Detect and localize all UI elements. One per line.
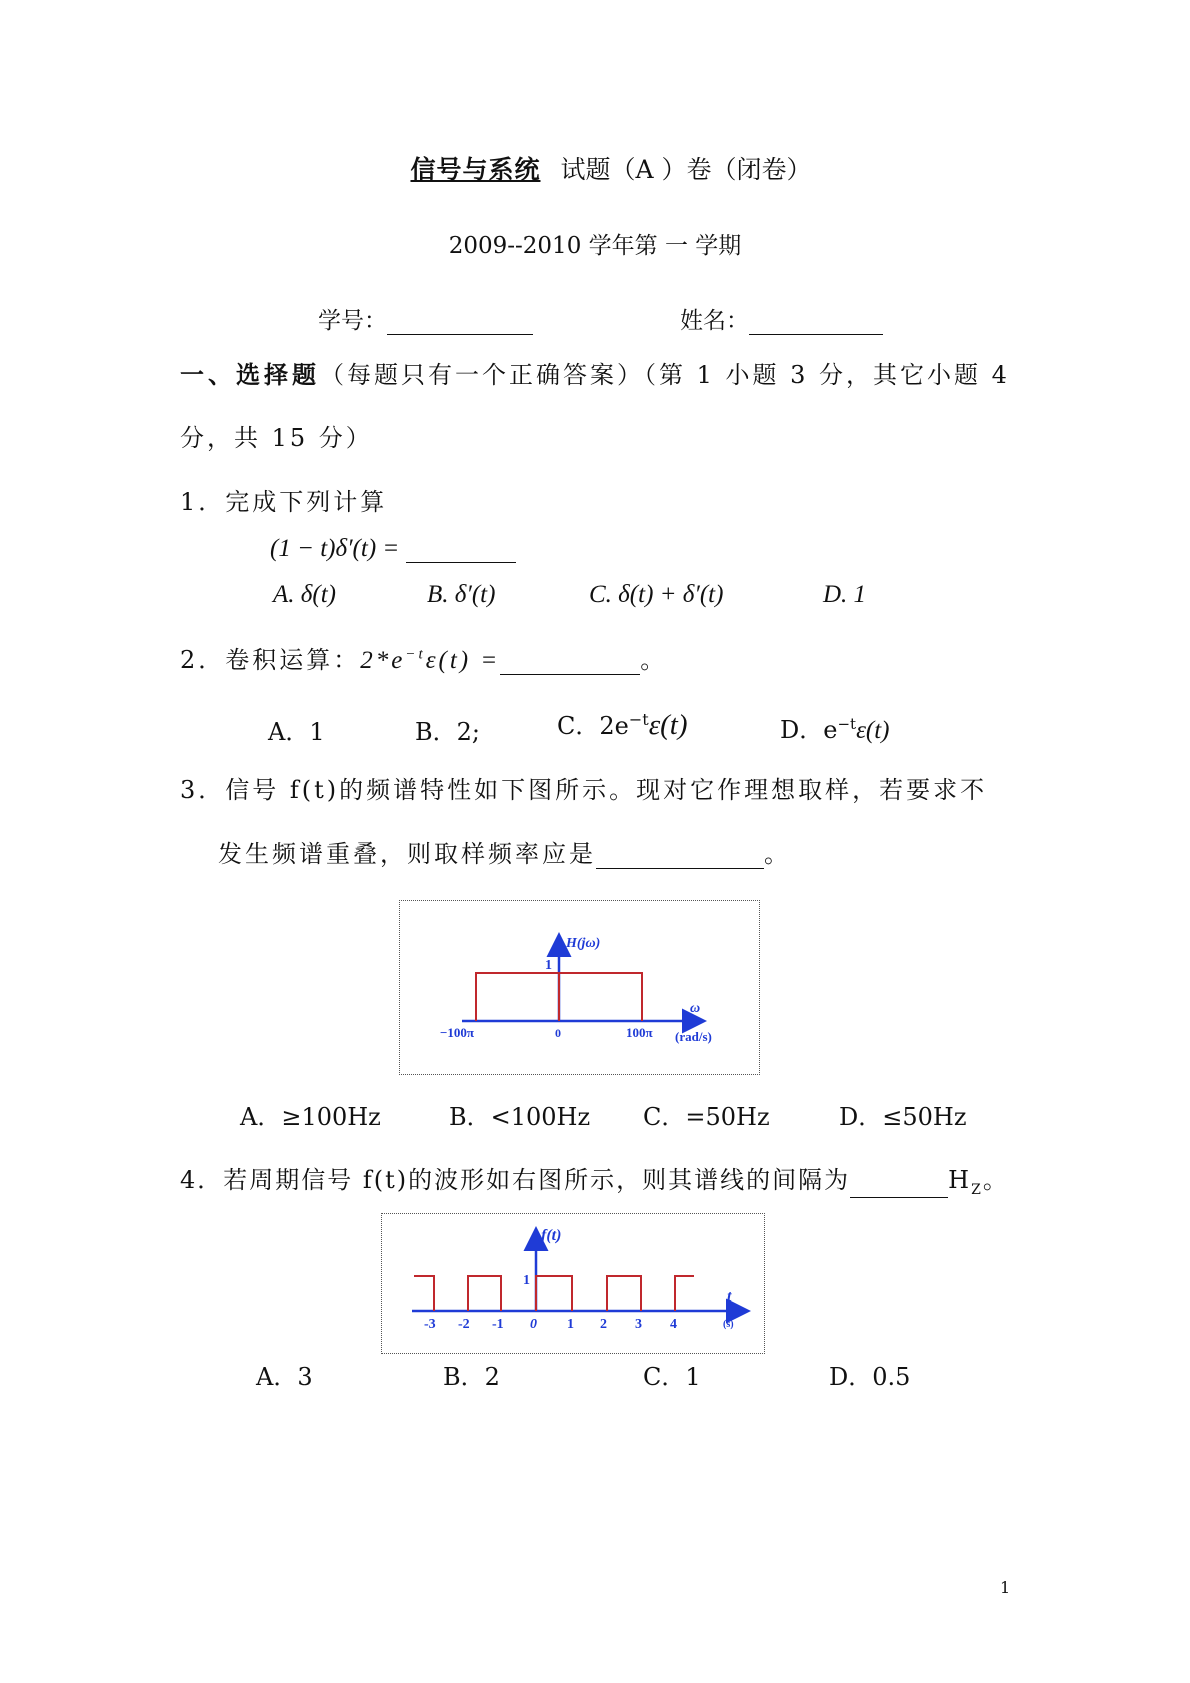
tick-0: 0	[530, 1317, 537, 1332]
y-label: f(t)	[541, 1227, 562, 1244]
tick-1: 1	[567, 1317, 574, 1332]
term: 2009--2010 学年第 一 学期	[448, 233, 742, 259]
t-symbol: t	[727, 1288, 732, 1305]
spectrum-figure	[399, 900, 760, 1075]
tick-3: 3	[635, 1317, 642, 1332]
tick--3: -3	[424, 1317, 436, 1332]
square-wave	[414, 1276, 694, 1311]
q1-option-c[interactable]: C. δ(t) + δ′(t)	[589, 581, 724, 608]
q1-option-b[interactable]: B. δ′(t)	[427, 581, 496, 608]
q3-line1: 3．信号 f(t)的频谱特性如下图所示。现对它作理想取样，若要求不	[180, 776, 988, 804]
section-heading	[180, 355, 1010, 390]
y-one-label: 1	[523, 1273, 530, 1288]
q3-option-d[interactable]: D．≤50Hz	[839, 1103, 967, 1131]
tick-zero: 0	[555, 1026, 561, 1040]
q3-answer-blank[interactable]	[596, 844, 764, 869]
q1-text: 1．完成下列计算	[180, 488, 388, 516]
q4-option-c[interactable]: C．1	[643, 1363, 701, 1391]
q2-option-b[interactable]: B．2;	[415, 718, 480, 746]
waveform-chart	[382, 1214, 764, 1353]
q2-expression: $2*e^{-t}\varepsilon(t)$ =	[360, 646, 501, 674]
student-id-field	[318, 302, 533, 335]
exam-title	[0, 150, 1190, 186]
title-rest: 试题（A ）卷（闭卷）	[560, 155, 812, 184]
name-label: 姓名：	[680, 308, 749, 334]
q2-prefix: 2．卷积运算：	[180, 646, 361, 674]
q4-option-a[interactable]: A．3	[256, 1363, 313, 1391]
q3-option-b[interactable]: B．<100Hz	[449, 1103, 591, 1131]
section-heading-bold: 一、选择题	[180, 360, 320, 389]
q1-option-a[interactable]: A. δ(t)	[273, 581, 336, 608]
q2-option-a[interactable]: A．1	[268, 718, 325, 746]
x-unit: (rad/s)	[675, 1029, 712, 1044]
q4-option-d[interactable]: D．0.5	[829, 1363, 911, 1391]
q3-option-c[interactable]: C．=50Hz	[643, 1103, 770, 1131]
q4-unit: $H_Z$	[948, 1166, 983, 1198]
tick--1: -1	[492, 1317, 504, 1332]
q4-text: 4．若周期信号 f(t)的波形如右图所示，则其谱线的间隔为 $H_Z$。	[180, 1166, 1009, 1198]
q1-answer-blank[interactable]	[406, 538, 516, 563]
q4-option-b[interactable]: B．2	[443, 1363, 500, 1391]
section-heading-cont: 分，共 15 分）	[180, 424, 373, 452]
student-id-label: 学号：	[318, 308, 387, 334]
name-field	[680, 302, 883, 335]
x-symbol: ω	[690, 1001, 701, 1016]
q2-answer-blank[interactable]	[500, 650, 640, 675]
waveform-figure	[381, 1213, 765, 1354]
q1-expression	[270, 535, 516, 563]
tick-2: 2	[600, 1317, 607, 1332]
tick-right: 100π	[626, 1025, 653, 1040]
q2-option-d[interactable]: D．$e^{-t}\varepsilon(t)$	[780, 715, 890, 744]
tick-left: −100π	[440, 1025, 475, 1040]
q3-option-a[interactable]: A．≥100Hz	[240, 1103, 381, 1131]
name-blank[interactable]	[749, 334, 883, 335]
q3-line2: 发生频谱重叠，则取样频率应是 。	[218, 840, 791, 868]
page-number: 1	[1000, 1578, 1011, 1597]
y-label: H(jω)	[566, 936, 601, 951]
tick--2: -2	[458, 1317, 470, 1332]
q4-answer-blank[interactable]	[850, 1173, 948, 1198]
q2-text	[180, 640, 667, 675]
student-id-blank[interactable]	[387, 334, 533, 335]
section-heading-rest: （每题只有一个正确答案）（第 1 小题 3 分，其它小题 4	[320, 361, 1010, 389]
q1-expr: (1 − t)δ′(t) =	[270, 535, 400, 562]
q1-option-d[interactable]: D. 1	[823, 581, 867, 608]
course-name: 信号与系统	[410, 155, 541, 184]
t-unit: (s)	[723, 1319, 734, 1330]
spectrum-chart	[400, 901, 759, 1074]
y-one-label: 1	[545, 958, 552, 973]
tick-4: 4	[670, 1317, 677, 1332]
q2-option-c[interactable]: C．$2e^{-t}\varepsilon(t)$	[557, 709, 688, 741]
q2-end: 。	[640, 646, 668, 674]
